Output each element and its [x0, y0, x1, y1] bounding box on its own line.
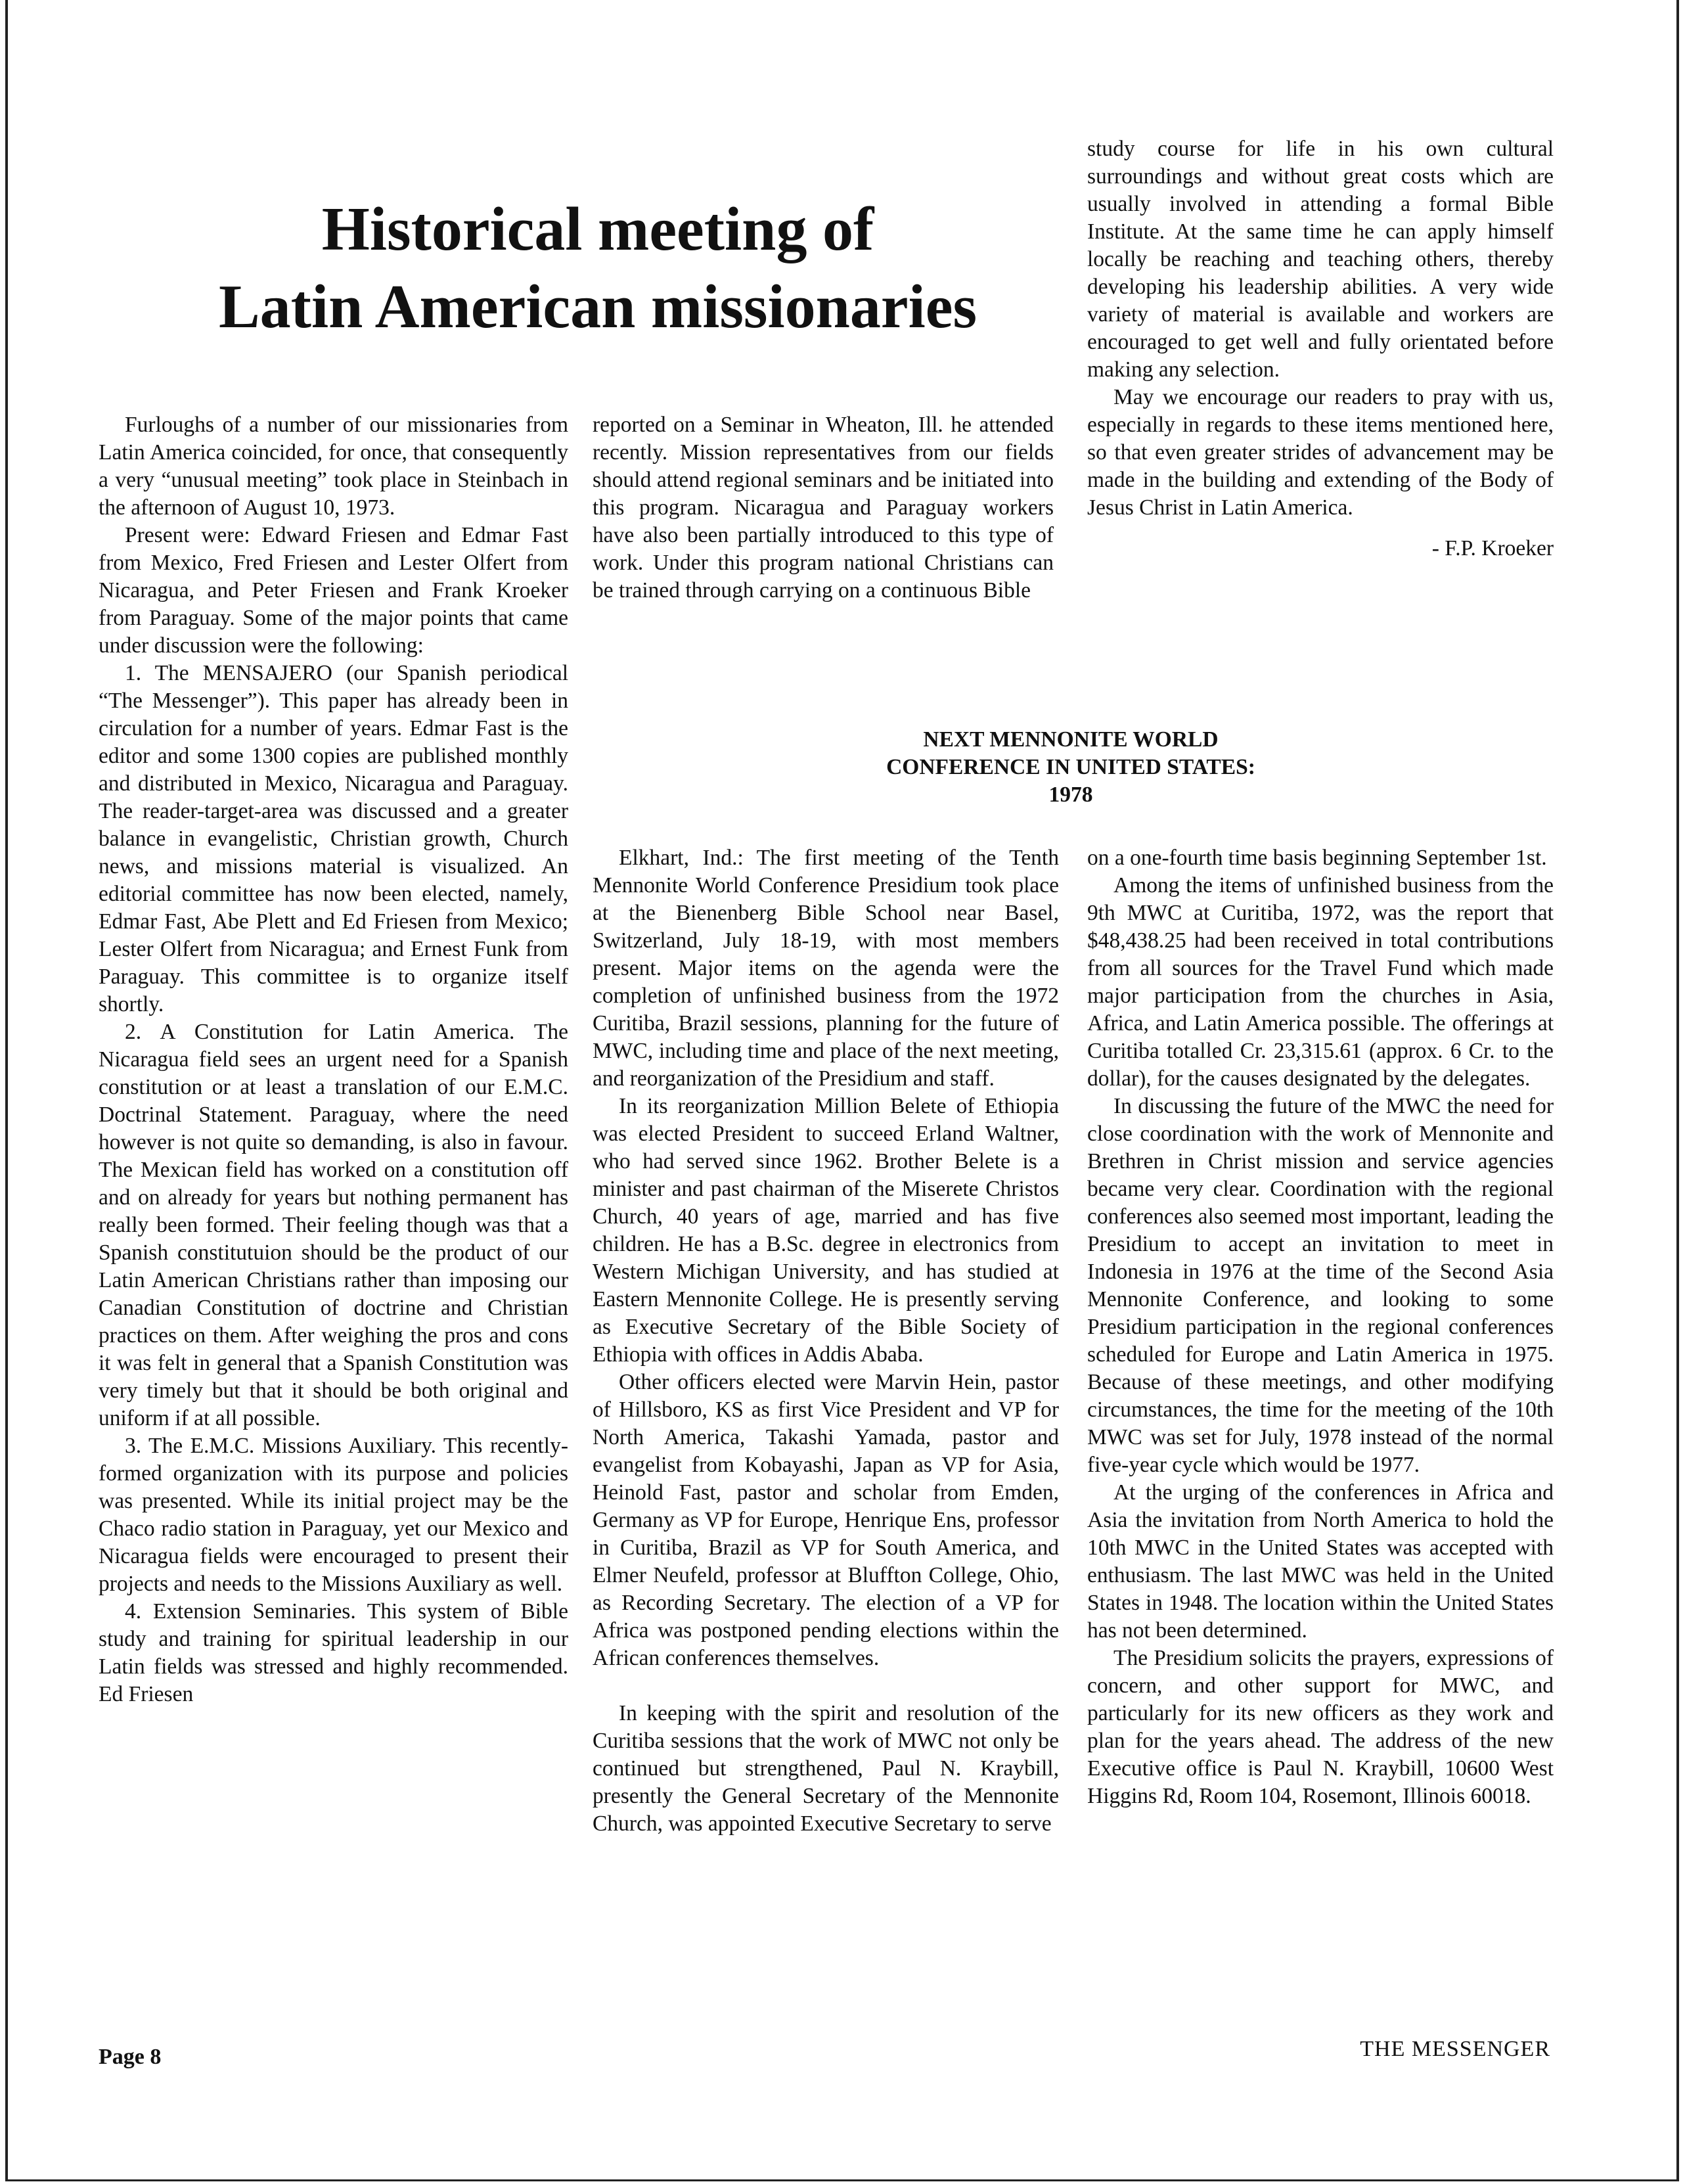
article-title-line-1: Historical meeting of [321, 195, 874, 263]
article1-column-2 [593, 411, 1054, 604]
article2-heading-line-2: CONFERENCE IN UNITED STATES: [886, 755, 1255, 779]
article2-paragraph: Other officers elected were Marvin Hein, pastor of Hillsboro, KS as first Vice President and VP for North America, Takashi Yamada, pastor and evangelist from Kobayashi, Japan as VP for Asia, Heinold Fast, pastor and scholar from Emden, Germany as VP for Europe, Henrique Ens, professor in Curitiba, Brazil as VP for South America, and Elmer Neufeld, professor at Bluffton College, Ohio, as Recording Secretary. The election of a VP for Africa was postponed pending elections within the African conferences themselves. [593, 1370, 1059, 1670]
article2-paragraph: Elkhart, Ind.: The first meeting of the Tenth Mennonite World Conference Presidium took place at the Bienenberg Bible School near Basel, Switzerland, July 18-19, with most members present. Major items on the agenda were the completion of unfinished business from the 1972 Curitiba, Brazil sessions, planning for the future of MWC, including time and place of the next meeting, and reorganization of the Presidium and staff. [593, 846, 1059, 1091]
article2-paragraph: At the urging of the conferences in Africa and Asia the invitation from North America to hold the 10th MWC in the United States was accepted with enthusiasm. The last MWC was held in the United States in 1948. The location within the United States has not been determined. [1087, 1480, 1554, 1643]
article1-column-3 [1087, 135, 1554, 562]
article2-paragraph: In its reorganization Million Belete of Ethiopia was elected President to succeed Erland Waltner, who had served since 1962. Brother Belete is a minister and past chairman of the Miserete Christos Church, 40 years of age, married and has five children. He has a B.Sc. degree in electronics from Western Michigan University, and has studied at Eastern Mennonite College. He is presently serving as Executive Secretary of the Bible Society of Ethiopia with offices in Addis Ababa. [593, 1094, 1059, 1367]
article1-author: - F.P. Kroeker [1431, 536, 1554, 560]
article2-paragraph: Among the items of unfinished business from the 9th MWC at Curitiba, 1972, was the report that $48,438.25 had been received in total contributions from all sources for the Travel Fund which made major participation from the churches in Asia, Africa, and Latin America possible. The offerings at Curitiba totalled Cr. 23,315.61 (approx. 6 Cr. to the dollar), for the causes designated by the delegates. [1087, 873, 1554, 1091]
page-number: Page 8 [99, 2045, 162, 2069]
article2-paragraph: The Presidium solicits the prayers, expressions of concern, and other support for MWC, and particularly for its new officers as they work and plan for the years ahead. The address of the new Executive office is Paul N. Kraybill, 10600 West Higgins Rd, Room 104, Rosemont, Illinois 60018. [1087, 1646, 1554, 1808]
article1-paragraph: 4. Extension Seminaries. This system of Bible study and training for spiritual leadership in our Latin fields was stressed and highly recommended. Ed Friesen [99, 1599, 568, 1706]
publication-name: THE MESSENGER [1360, 2037, 1550, 2061]
article1-column-1 [99, 411, 568, 1708]
article2-paragraph: In keeping with the spirit and resolution of the Curitiba sessions that the work of MWC not only be continued but strengthened, Paul N. Kraybill, presently the General Secretary of the Mennonite Church, was appointed Executive Secretary to serve [593, 1701, 1059, 1836]
article2-heading [788, 726, 1353, 809]
article2-column-2 [1087, 844, 1554, 1810]
article1-paragraph: Present were: Edward Friesen and Edmar Fast from Mexico, Fred Friesen and Lester Olfert from Nicaragua, and Peter Friesen and Frank Kroeker from Paraguay. Some of the major points that came under discussion were the following: [99, 523, 568, 658]
article-title-line-2: Latin American missionaries [218, 273, 977, 341]
article2-paragraph: on a one-fourth time basis beginning September 1st. [1087, 846, 1547, 870]
article2-heading-line-3: 1978 [1048, 783, 1093, 807]
article2-paragraph: In discussing the future of the MWC the need for close coordination with the work of Mennonite and Brethren in Christ mission and service agencies became very clear. Coordination with the regional conferences also seemed most important, leading the Presidium to accept an invitation to meet in Indonesia in 1976 at the time of the Second Asia Mennonite Conference, and looking to some Presidium participation in the regional conferences scheduled for Europe and Latin America in 1975. Because of these meetings, and other modifying circumstances, the time for the meeting of the 10th MWC was set for July, 1978 instead of the normal five-year cycle which would be 1977. [1087, 1094, 1554, 1477]
article1-paragraph: reported on a Seminar in Wheaton, Ill. he attended recently. Mission representatives from our fields should attend regional seminars and be initiated into this program. Nicaragua and Paraguay workers have also been partially introduced to this type of work. Under this program national Christians can be trained through carrying on a continuous Bible [593, 413, 1054, 603]
article1-paragraph: study course for life in his own cultural surroundings and without great costs which are usually involved in attending a formal Bible Institute. At the same time he can apply himself locally be reaching and teaching others, thereby developing his leadership abilities. A very wide variety of material is available and workers are encouraged to get well and fully orientated before making any selection. [1087, 137, 1554, 382]
article1-paragraph: May we encourage our readers to pray with us, especially in regards to these items mentioned here, so that even greater strides of advancement may be made in the building and extending of the Body of Jesus Christ in Latin America. [1087, 385, 1554, 520]
article1-paragraph: 2. A Constitution for Latin America. The Nicaragua field sees an urgent need for a Spanish constitution or at least a translation of our E.M.C. Doctrinal Statement. Paraguay, where the need however is not quite so demanding, is also in favour. The Mexican field has worked on a constitution off and on already for years but nothing permanent has really been formed. Their feeling though was that a Spanish constitutuion should be the product of our Latin American Christians rather than imposing our Canadian Constitution of doctrine and Christian practices on them. After weighing the pros and cons it was felt in general that a Spanish Constitution was very timely but that it should be both original and uniform if at all possible. [99, 1020, 568, 1430]
article1-paragraph: Furloughs of a number of our missionaries from Latin America coincided, for once, that consequently a very “unusual meeting” took place in Steinbach in the afternoon of August 10, 1973. [99, 413, 568, 520]
article-title [158, 191, 1038, 346]
article2-heading-line-1: NEXT MENNONITE WORLD [923, 727, 1219, 752]
article2-column-1 [593, 844, 1059, 1838]
article1-paragraph: 1. The MENSAJERO (our Spanish periodical “The Messenger”). This paper has already been in circulation for a number of years. Edmar Fast is the editor and some 1300 copies are published monthly and distributed in Mexico, Nicaragua and Paraguay. The reader-target-area was discussed and a greater balance in evangelistic, Christian growth, Church news, and missions material is visualized. An editorial committee has now been elected, namely, Edmar Fast, Abe Plett and Ed Friesen from Mexico; Lester Olfert from Nicaragua; and Ernest Funk from Paraguay. This committee is to organize itself shortly. [99, 661, 568, 1016]
article1-paragraph: 3. The E.M.C. Missions Auxiliary. This recently-formed organization with its purpose and policies was presented. While its initial project may be the Chaco radio station in Paraguay, yet our Mexico and Nicaragua fields were encouraged to present their projects and needs to the Missions Auxiliary as well. [99, 1434, 568, 1596]
